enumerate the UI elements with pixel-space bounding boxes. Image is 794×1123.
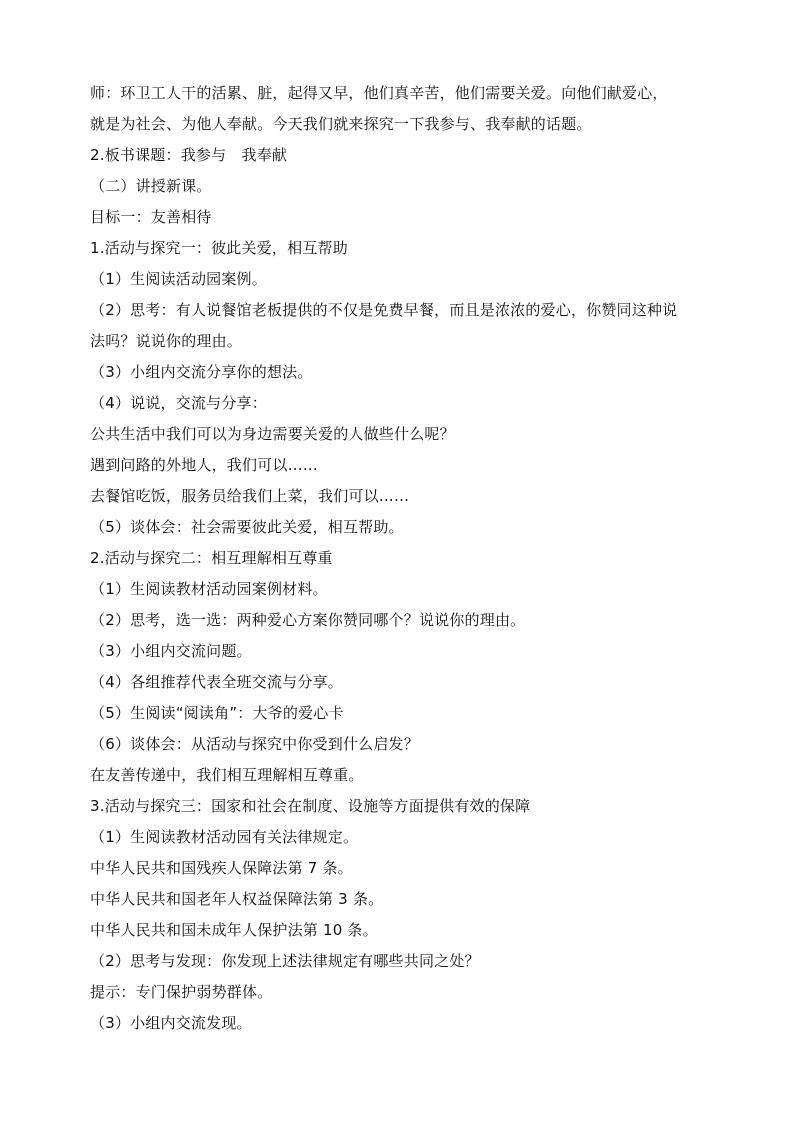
text-line: 中华人民共和国未成年人保护法第 10 条。	[90, 921, 378, 939]
text-line: （6）谈体会：从活动与探究中你受到什么启发？	[90, 735, 419, 753]
text-line: （2）思考与发现：你发现上述法律规定有哪些共同之处？	[90, 952, 480, 970]
text-line: （1）生阅读教材活动园有关法律规定。	[90, 828, 359, 846]
text-line: 在友善传递中，我们相互理解相互尊重。	[90, 766, 364, 784]
text-line: （4）说说，交流与分享：	[90, 394, 267, 412]
text-line: （4）各组推荐代表全班交流与分享。	[90, 673, 343, 691]
document-body	[90, 78, 710, 1039]
text-line: 2.板书课题：我参与 我奉献	[90, 146, 288, 164]
text-line: 公共生活中我们可以为身边需要关爱的人做些什么呢？	[90, 425, 455, 443]
text-line: 法吗？说说你的理由。	[90, 332, 243, 350]
activity-heading: 3.活动与探究三：国家和社会在制度、设施等方面提供有效的保障	[90, 797, 531, 815]
text-line: 师：环卫工人干的活累、脏，起得又早，他们真辛苦，他们需要关爱。向他们献爱心，	[90, 84, 668, 102]
goal-heading: 目标一：友善相待	[90, 208, 212, 226]
activity-heading: 2.活动与探究二：相互理解相互尊重	[90, 549, 333, 567]
text-line: （3）小组内交流发现。	[90, 1014, 252, 1032]
text-line: （5）谈体会：社会需要彼此关爱，相互帮助。	[90, 518, 404, 536]
text-line: 中华人民共和国老年人权益保障法第 3 条。	[90, 890, 384, 908]
text-line: 就是为社会、为他人奉献。今天我们就来探究一下我参与、我奉献的话题。	[90, 115, 592, 133]
text-line: （5）生阅读“阅读角”：大爷的爱心卡	[90, 704, 344, 722]
text-line: （2）思考，选一选：两种爱心方案你赞同哪个？说说你的理由。	[90, 611, 526, 629]
text-line: 提示：专门保护弱势群体。	[90, 983, 273, 1001]
text-line: （1）生阅读活动园案例。	[90, 270, 267, 288]
text-line: （1）生阅读教材活动园案例材料。	[90, 580, 328, 598]
activity-heading: 1.活动与探究一：彼此关爱，相互帮助	[90, 239, 348, 257]
text-line: （2）思考：有人说餐馆老板提供的不仅是免费早餐，而且是浓浓的爱心，你赞同这种说	[90, 301, 678, 319]
text-line: 遇到问路的外地人，我们可以……	[90, 456, 319, 474]
text-line: 中华人民共和国残疾人保障法第 7 条。	[90, 859, 353, 877]
text-line: 去餐馆吃饭，服务员给我们上菜，我们可以……	[90, 487, 410, 505]
text-line: （3）小组内交流分享你的想法。	[90, 363, 313, 381]
text-line: （3）小组内交流问题。	[90, 642, 252, 660]
section-heading: （二）讲授新课。	[90, 177, 212, 195]
